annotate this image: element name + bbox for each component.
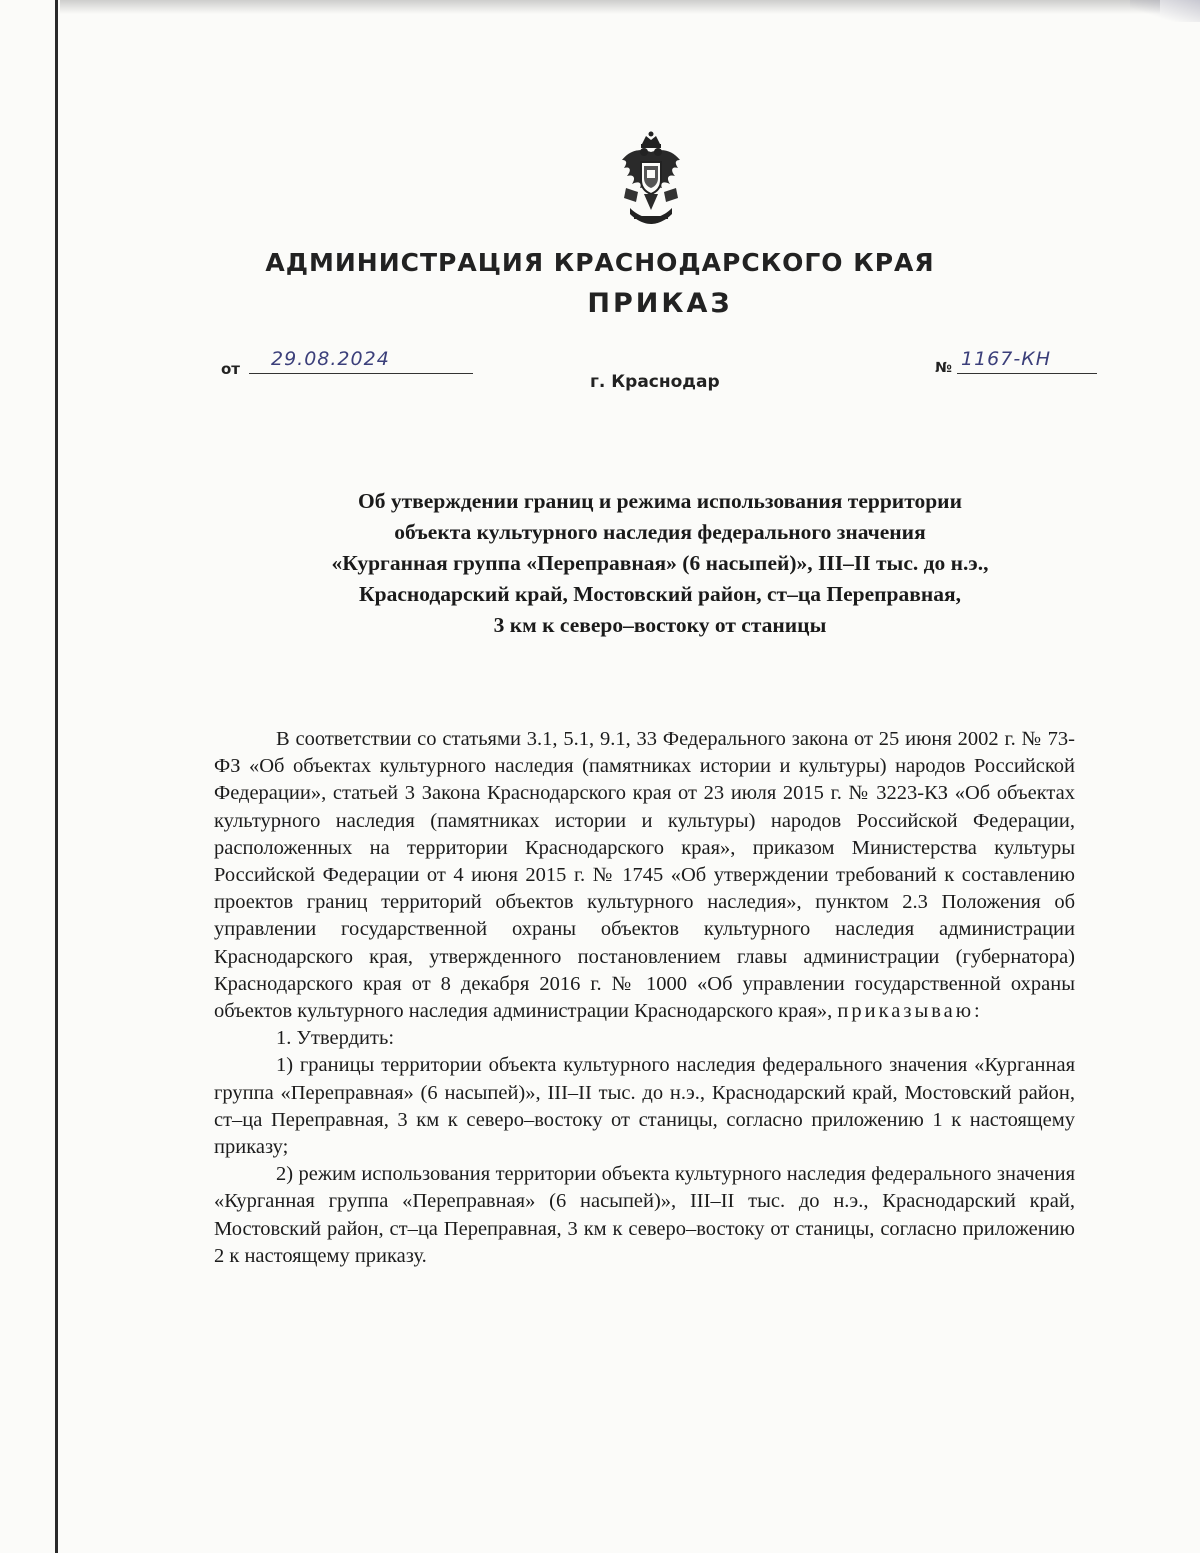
title-line: 3 км к северо–востоку от станицы [493, 613, 827, 637]
title-line: Краснодарский край, Мостовский район, ст–ца Переправная, [359, 582, 961, 606]
scan-shadow [60, 0, 1160, 14]
number-underline [957, 373, 1097, 374]
preamble-paragraph [214, 726, 1075, 1025]
title-line: объекта культурного наследия федерального значения [394, 520, 926, 544]
city-label: г. Краснодар [590, 372, 720, 392]
organization-title: АДМИНИСТРАЦИЯ КРАСНОДАРСКОГО КРАЯ [265, 248, 935, 277]
item-1-1: 1) границы территории объекта культурного наследия федерального значения «Курганная группа «Переправная» (6 насыпей)», III–II тыс. до н.э., Краснодарский край, Мостовский район, ст–ца Переправная, 3 км к северо–востоку от станицы, согласно приложению 1 к настоящему приказу; [214, 1054, 1075, 1159]
title-line: Об утверждении границ и режима использования территории [358, 489, 962, 513]
date-value: 29.08.2024 [271, 348, 390, 370]
number-label: № [935, 360, 952, 376]
order-word: приказываю: [837, 1000, 983, 1023]
coat-of-arms-icon [612, 130, 690, 226]
number-value: 1167-КН [961, 348, 1051, 370]
document-type-title: ПРИКАЗ [587, 288, 733, 319]
title-line: «Курганная группа «Переправная» (6 насыпей)», III–II тыс. до н.э., [331, 551, 989, 575]
page-left-edge [55, 0, 58, 1553]
item-1-2: 2) режим использования территории объекта культурного наследия федерального значения «Курганная группа «Переправная» (6 насыпей)», III–II тыс. до н.э., Краснодарский край, Мостовский район, ст–ца Переправная, 3 км к северо–востоку от станицы, согласно приложению 2 к настоящему приказу. [214, 1163, 1075, 1267]
preamble-text: В соответствии со статьями 3.1, 5.1, 9.1, 33 Федерального закона от 25 июня 2002 г. № 73-ФЗ «Об объектах культурного наследия (памятниках истории и культуры) народов Российской Федерации», статьей 3 Закона Краснодарского края от 23 июля 2015 г. № 3223-КЗ «Об объектах культурного наследия (памятниках истории и культуры) народов Российской Федерации, расположенных на территории Краснодарского края», приказом Министерства культуры Российской Федерации от 4 июня 2015 г. № 1745 «Об утверждении требований к составлению проектов границ территорий объектов культурного наследия», пунктом 2.3 Положения об управлении государственной охраны объектов культурного наследия администрации Краснодарского края, утвержденного постановлением главы администрации (губернатора) Краснодарского края от 8 декабря 2016 г. № 1000 «Об управлении государственной охраны объектов культурного наследия администрации Краснодарского края», [214, 728, 1075, 1023]
scan-corner [1130, 0, 1200, 22]
order-title [240, 486, 1080, 641]
order-body [214, 726, 1075, 1270]
item-1: 1. Утвердить: [276, 1027, 395, 1050]
date-label: от [221, 360, 240, 378]
date-underline [249, 373, 473, 374]
